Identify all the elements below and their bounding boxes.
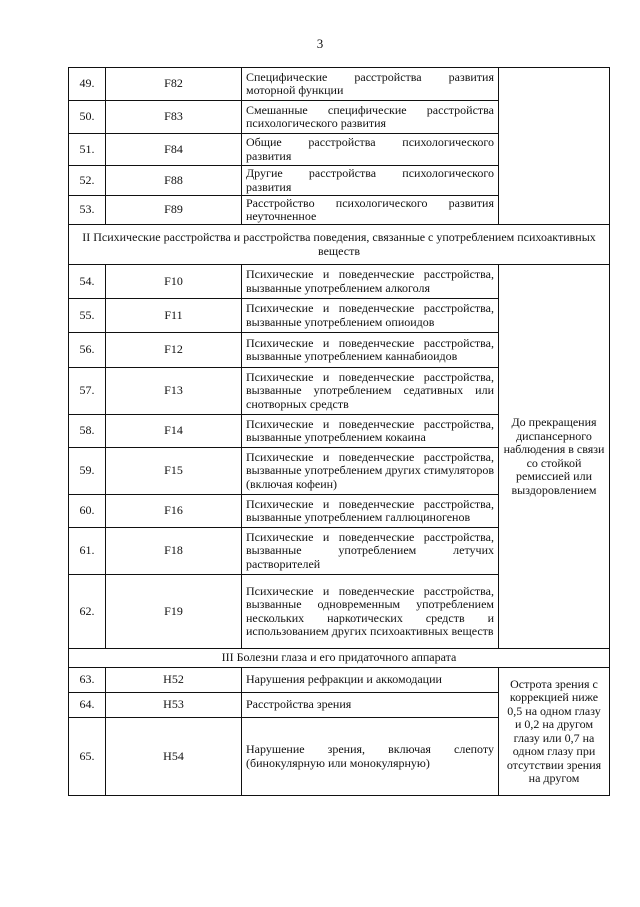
row-number: 54.	[69, 265, 106, 299]
row-number: 65.	[69, 718, 106, 796]
icd-code: H53	[106, 693, 242, 718]
row-number: 52.	[69, 166, 106, 196]
icd-code: F83	[106, 101, 242, 134]
icd-code: H54	[106, 718, 242, 796]
row-number: 60.	[69, 495, 106, 528]
row-number: 56.	[69, 333, 106, 368]
diagnosis-table	[68, 67, 610, 796]
diagnosis-description: Психические и поведенческие расстройства, вызванные употреблением седативных или снотворных средств	[242, 368, 499, 415]
icd-code: F16	[106, 495, 242, 528]
row-number: 49.	[69, 68, 106, 101]
observation-term-cell-empty	[499, 68, 610, 225]
row-number: 59.	[69, 448, 106, 495]
diagnosis-description: Психические и поведенческие расстройства, вызванные употреблением других стимуляторов (включая кофеин)	[242, 448, 499, 495]
icd-code: F13	[106, 368, 242, 415]
diagnosis-description: Психические и поведенческие расстройства, вызванные одновременным употреблением нескольких наркотических средств и использованием других психоактивных веществ	[242, 575, 499, 649]
icd-code: F12	[106, 333, 242, 368]
table-row	[69, 265, 610, 299]
section-header-row	[69, 225, 610, 265]
row-number: 63.	[69, 668, 106, 693]
row-number: 55.	[69, 299, 106, 333]
row-number: 58.	[69, 415, 106, 448]
section-title: III Болезни глаза и его придаточного аппарата	[69, 649, 610, 668]
icd-code: F15	[106, 448, 242, 495]
diagnosis-description: Расстройства зрения	[242, 693, 499, 718]
row-number: 51.	[69, 134, 106, 166]
diagnosis-description: Психические и поведенческие расстройства, вызванные употреблением летучих растворителей	[242, 528, 499, 575]
page-number: 3	[316, 36, 324, 51]
icd-code: F84	[106, 134, 242, 166]
observation-term: Острота зрения с коррекцией ниже 0,5 на одном глазу и 0,2 на другом глазу или 0,7 на одном глазу при отсутствии зрения на другом	[506, 677, 602, 785]
diagnosis-description: Психические и поведенческие расстройства, вызванные употреблением кокаина	[242, 415, 499, 448]
diagnosis-description: Смешанные специфические расстройства психологического развития	[242, 101, 499, 134]
icd-code: F19	[106, 575, 242, 649]
icd-code: F18	[106, 528, 242, 575]
icd-code: F11	[106, 299, 242, 333]
diagnosis-description: Общие расстройства психологического развития	[242, 134, 499, 166]
diagnosis-description: Нарушение зрения, включая слепоту (бинокулярную или монокулярную)	[242, 718, 499, 796]
observation-term-cell	[499, 668, 610, 796]
row-number: 50.	[69, 101, 106, 134]
section-header-row	[69, 649, 610, 668]
icd-code: F10	[106, 265, 242, 299]
icd-code: F89	[106, 196, 242, 225]
table-row	[69, 668, 610, 693]
row-number: 64.	[69, 693, 106, 718]
icd-code: F82	[106, 68, 242, 101]
icd-code: F88	[106, 166, 242, 196]
row-number: 57.	[69, 368, 106, 415]
diagnosis-description: Специфические расстройства развития моторной функции	[242, 68, 499, 101]
observation-term: До прекращения диспансерного наблюдения в связи со стойкой ремиссией или выздоровлением	[499, 265, 610, 649]
diagnosis-description: Другие расстройства психологического развития	[242, 166, 499, 196]
diagnosis-description: Психические и поведенческие расстройства, вызванные употреблением галлюциногенов	[242, 495, 499, 528]
icd-code: F14	[106, 415, 242, 448]
icd-code: H52	[106, 668, 242, 693]
diagnosis-description: Психические и поведенческие расстройства, вызванные употреблением каннабиоидов	[242, 333, 499, 368]
table-row	[69, 68, 610, 101]
row-number: 61.	[69, 528, 106, 575]
diagnosis-description: Расстройство психологического развития неуточненное	[242, 196, 499, 225]
section-title: II Психические расстройства и расстройства поведения, связанные с употреблением психоактивных веществ	[69, 225, 610, 265]
diagnosis-description: Психические и поведенческие расстройства, вызванные употреблением опиоидов	[242, 299, 499, 333]
diagnosis-description: Психические и поведенческие расстройства, вызванные употреблением алкоголя	[242, 265, 499, 299]
row-number: 53.	[69, 196, 106, 225]
row-number: 62.	[69, 575, 106, 649]
diagnosis-description: Нарушения рефракции и аккомодации	[242, 668, 499, 693]
